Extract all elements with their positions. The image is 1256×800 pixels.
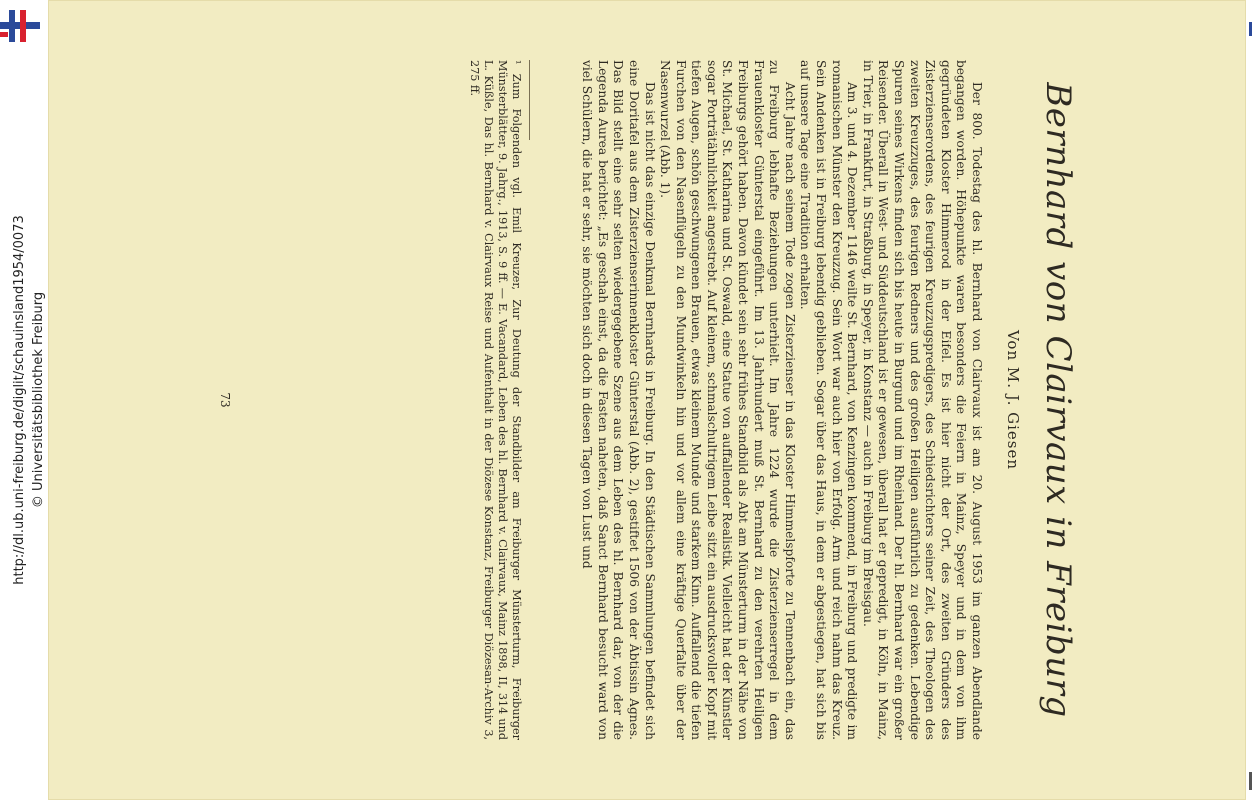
paragraph: Der 800. Todestag des hl. Bernhard von Clairvaux ist am 20. August 1953 im ganzen Abendlande begangen worden. Höhepunkte waren besonders die Feiern in Mainz, Speyer und in dem von ihm gegründeten Kloster Himmerod in der Eifel. Es ist hier nicht der Ort, des zweiten Gründers des Zisterzienserordens, des feurigen Kreuzzugspredigers, des Schiedsrichters seiner Zeit, des Theologen des zweiten Kreuzzuges, des feurigen Redners und des großen Heiligen ausführlich zu gedenken. Lebendige Spuren seines Wirkens finden sich bis heute in Burgund und im Rheinland. Der hl. Bernhard war ein großer Reisender. Überall in West- und Süddeutschland ist er gewesen, überall hat er gepredigt, in Köln, in Mainz, in Trier, in Frankfurt, in Straßburg, in Speyer, in Konstanz — auch in Freiburg im Breisgau. (860, 60, 984, 740)
paragraph: Am 3. und 4. Dezember 1146 weilte St. Bernhard, von Kenzingen kommend, in Freiburg und predigte im romanischen Münster den Kreuzzug. Sein Wort war auch hier von Erfolg. Arm und reich nahm das Kreuz. Sein Andenken ist in Freiburg lebendig geblieben. Sogar über das Haus, in dem er abgestiegen, hat sich bis auf unsere Tage eine Tradition erhalten. (798, 60, 860, 740)
scanned-page (48, 0, 1246, 800)
body-text (579, 60, 984, 740)
edge-marker (1249, 22, 1252, 36)
edge-marker (1249, 772, 1252, 790)
paragraph: Acht Jahre nach seinem Tode zogen Zisterzienser in das Kloster Himmelspforte zu Tennenbach ein, das zu Freiburg lebhafte Beziehungen unterhielt. Im Jahre 1224 wurde die Zisterzienserregel in dem Frauenkloster Günterstal eingeführt. Im 13. Jahrhundert muß St. Bernhard zu den verehrten Heiligen Freiburgs gehört haben. Davon kündet sein sehr frühes Standbild als Abt am Münsterturm in der Nähe von St. Michael, St. Katharina und St. Oswald, eine Statue von auffallender Realistik. Vielleicht hat der Künstler sogar Porträtähnlichkeit angestrebt. Auf kleinem, schmalschultrigem Leibe sitzt ein ausdrucksvoller Kopf mit tiefen Augen, schön geschwungenen Brauen, etwas kleinem Munde und starkem Kinn. Auffallend die tiefen Furchen von den Nasenflügeln zu den Mundwinkeln hin und vor allem eine kräftige Querfalte über der Nasenwurzel (Abb. 1). (658, 60, 797, 740)
footnote: ¹ Zum Folgenden vgl. Emil Kreuzer, Zur Deutung der Standbilder am Freiburger Münsterturm, Freiburger Münsterblätter, 9. Jahrg., 1913, S. 9 ff. — E. Vacandard, Leben des hl. Bernhard v. Clairvaux, Mainz 1898, II, 314 und L. Küßle, Das hl. Bernhard v. Clairvaux Reise und Aufenthalt in der Diözese Konstanz, Freiburger Diözesan-Archiv 3, 275 ff. (468, 60, 523, 740)
copyright-notice: © Universitätsbibliothek Freiburg (31, 291, 46, 509)
source-url[interactable]: http://dl.ub.uni-freiburg.de/diglit/schauinsland1954/0073 (12, 215, 27, 585)
page-content (48, 0, 1246, 800)
author-line: Von M. J. Giesen (1004, 329, 1022, 471)
paragraph: Das ist nicht das einzige Denkmal Bernhards in Freiburg. In den Städtischen Sammlungen befindet sich eine Doritafel aus dem Zisterzienserinnenkloster Günterstal (Abb. 2), gestiftet 1506 von der Äbtissin Agnes. Das Bild stellt eine sehr selten wiedergegebene Szene aus dem Leben des hl. Bernhard dar, von der die Legenda Aurea berichtet: „Es geschah einst, da die Fasten naheten, daß Sanct Bernhard besucht ward von viel Schülern, die hat er sehr, sie möchten sich doch in diesen Tagen von Lust und (580, 60, 657, 740)
page-title: Bernhard von Clairvaux in Freiburg (1038, 82, 1078, 718)
viewer-right-edge (1246, 0, 1256, 800)
source-info (10, 0, 48, 800)
page-number: 73 (218, 392, 232, 408)
footnote-divider (529, 60, 530, 140)
viewer-left-strip (0, 0, 48, 800)
